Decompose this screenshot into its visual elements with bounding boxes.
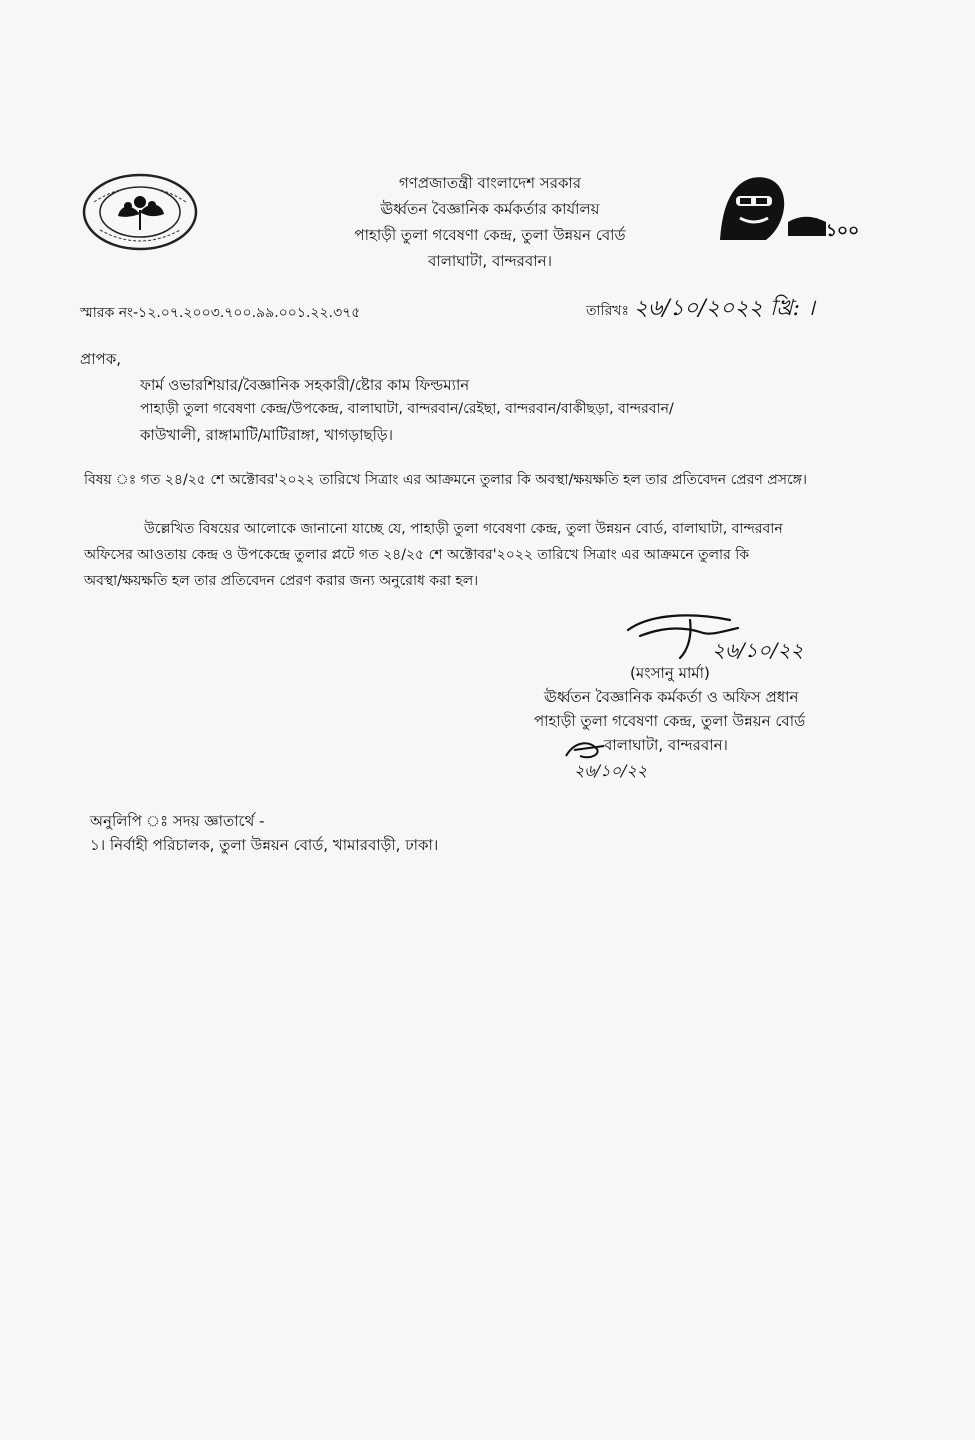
- signatory-name: (মংসানু মার্মা): [630, 664, 710, 682]
- body-line-1: উল্লেখিত বিষয়ের আলোকে জানানো যাচ্ছে যে, পাহাড়ী তুলা গবেষণা কেন্দ্র, তুলা উন্নয়ন বোর্ড, বালাঘাটা, বান্দরবান: [144, 521, 783, 537]
- recipient-line-1: ফার্ম ওভারশিয়ার/বৈজ্ঞানিক সহকারী/ষ্টোর কাম ফিল্ডম্যান: [140, 376, 470, 394]
- subject-line: বিষয় ঃ গত ২৪/২৫ শে অক্টোবর'২০২২ তারিখে সিত্রাং এর আক্রমনে তুলার কি অবস্থা/ক্ষয়ক্ষতি হল তার প্রতিবেদন প্রেরণ প্রসঙ্গে।: [84, 472, 807, 488]
- memo-ref-number: ১২.০৭.২০০৩.৭০০.৯৯.০০১.২২.৩৭৫: [138, 305, 361, 321]
- signatory-location: বালাঘাটা, বান্দরবান।: [604, 736, 728, 754]
- letterhead: [240, 170, 740, 274]
- signature-date: ২৬/১০/২২: [712, 638, 804, 662]
- copy-label: অনুলিপি ঃ সদয় জ্ঞাতার্থে -: [90, 812, 265, 830]
- signatory-designation: ঊর্ধ্বতন বৈজ্ঞানিক কর্মকর্তা ও অফিস প্রধান: [544, 688, 799, 706]
- centenary-number: ১০০: [826, 221, 860, 241]
- memo-date-label: তারিখঃ: [586, 303, 629, 319]
- initial-date: ২৬/১০/২২: [574, 761, 648, 780]
- signatory-office: পাহাড়ী তুলা গবেষণা কেন্দ্র, তুলা উন্নয়ন বোর্ড: [534, 712, 806, 730]
- letterhead-center: পাহাড়ী তুলা গবেষণা কেন্দ্র, তুলা উন্নয়ন বোর্ড: [354, 226, 626, 244]
- memo-date-value: ২৬/১০/২০২২ খ্রি: ।: [633, 296, 815, 321]
- memo-reference: [80, 302, 360, 324]
- cotton-board-seal-icon: [80, 172, 200, 252]
- body-line-2: অফিসের আওতায় কেন্দ্র ও উপকেন্দ্রে তুলার প্লটে গত ২৪/২৫ শে অক্টোবর'২০২২ তারিখে সিত্রাং এর আক্রমনে তুলার কি: [84, 547, 750, 563]
- letterhead-government: গণপ্রজাতন্ত্রী বাংলাদেশ সরকার: [398, 174, 582, 192]
- copy-item-1: ১। নির্বাহী পরিচালক, তুলা উন্নয়ন বোর্ড, খামারবাড়ী, ঢাকা।: [90, 836, 439, 854]
- letterhead-address: বালাঘাটা, বান্দরবান।: [428, 252, 552, 270]
- body-line-3: অবস্থা/ক্ষয়ক্ষতি হল তার প্রতিবেদন প্রেরণ করার জন্য অনুরোধ করা হল।: [84, 573, 479, 589]
- memo-ref-label: স্মারক নং-: [80, 305, 139, 321]
- memo-date: [586, 298, 815, 322]
- recipient-line-2: পাহাড়ী তুলা গবেষণা কেন্দ্র/উপকেন্দ্র, বালাঘাটা, বান্দরবান/রেইছা, বান্দরবান/বাকীছড়া, বান্দরবান/: [140, 401, 674, 417]
- recipient-label: প্রাপক,: [80, 350, 121, 368]
- recipient-line-3: কাউখালী, রাঙ্গামাটি/মাটিরাঙ্গা, খাগড়াছড়ি।: [140, 426, 393, 444]
- letterhead-office: ঊর্ধ্বতন বৈজ্ঞানিক কর্মকর্তার কার্যালয়: [380, 200, 600, 218]
